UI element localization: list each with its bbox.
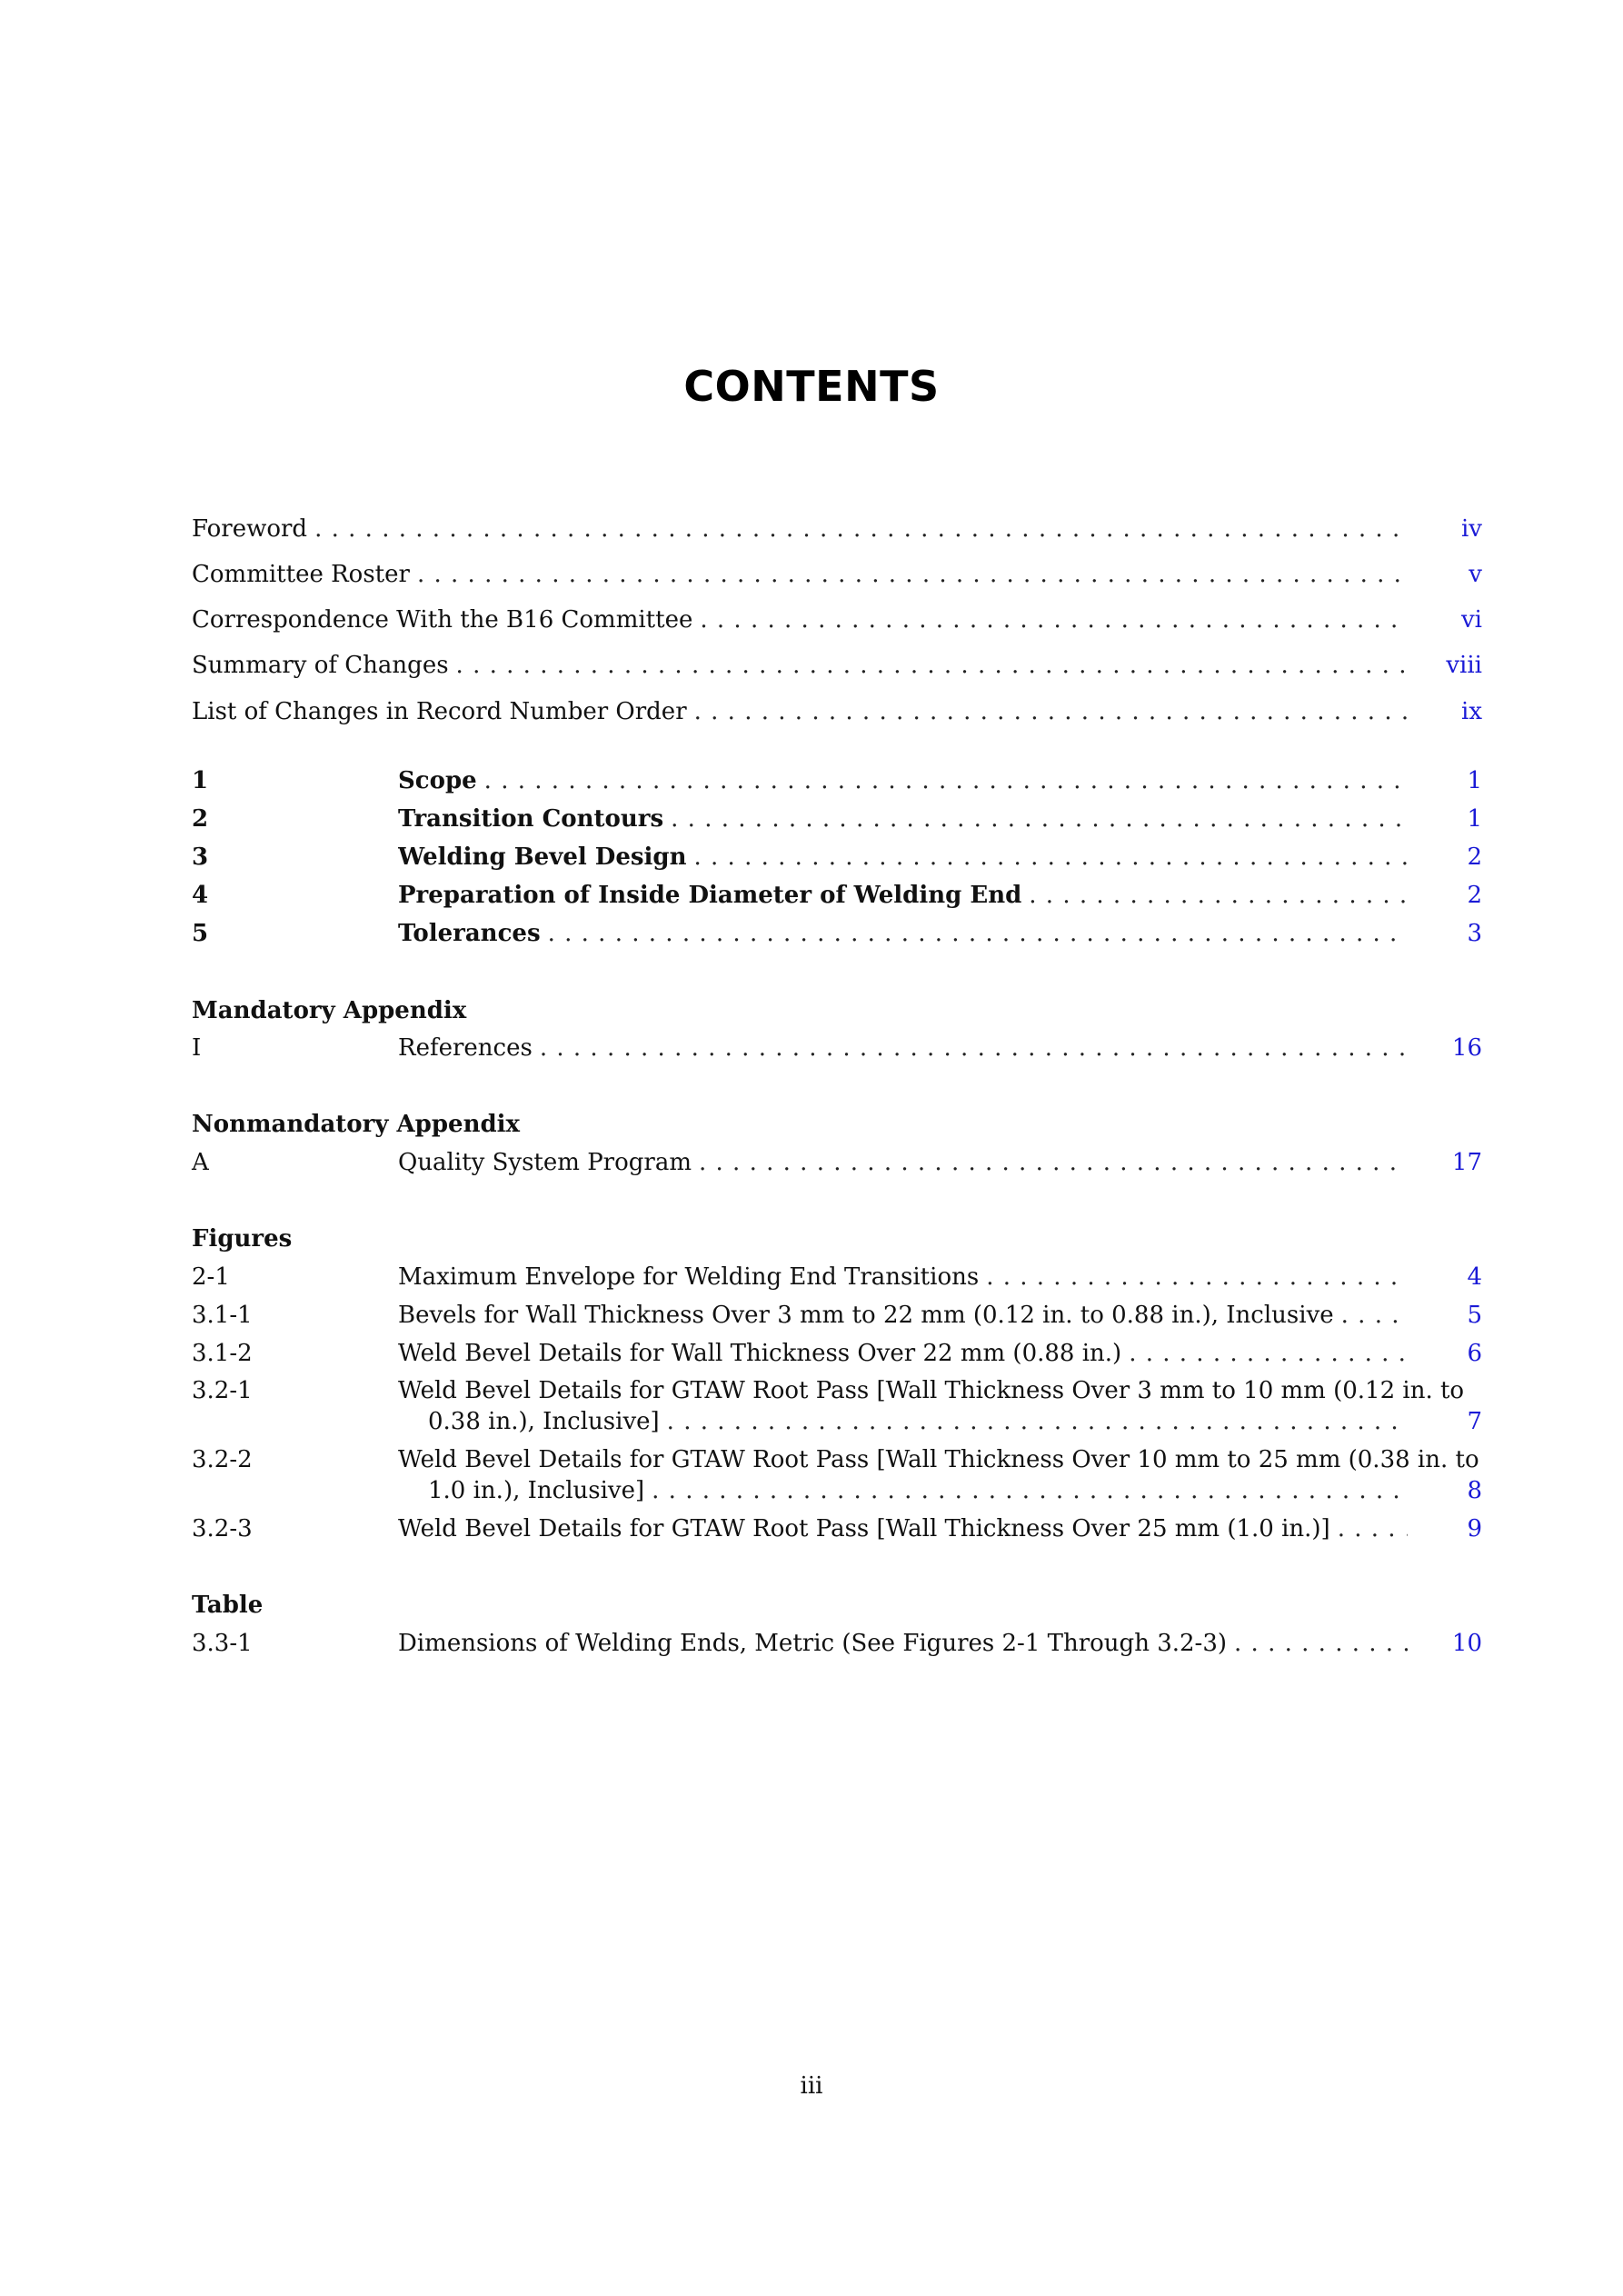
leader-dots [307, 514, 1408, 544]
toc-entry-title: Preparation of Inside Diameter of Welding End [398, 882, 1022, 909]
toc-entry-committee-roster[interactable] [192, 559, 1482, 590]
toc-entry-title: Foreword [192, 515, 308, 543]
toc-page-link[interactable]: 10 [1451, 1630, 1482, 1657]
leader-dots [1227, 1628, 1408, 1659]
leader-dots [1330, 1513, 1408, 1544]
figure-number: 3.1-2 [192, 1340, 253, 1367]
toc-page-link[interactable]: 3 [1467, 920, 1482, 947]
section-number: 2 [192, 805, 209, 833]
toc-entry-title: Correspondence With the B16 Committee [192, 606, 693, 634]
toc-entry-summary-of-changes[interactable] [192, 650, 1482, 681]
toc-entry-title: Weld Bevel Details for Wall Thickness Over 22 mm (0.88 in.) [398, 1340, 1122, 1367]
leader-dots [410, 559, 1408, 590]
figure-number: 3.2-3 [192, 1515, 253, 1542]
toc-figure-3-1-1[interactable] [192, 1300, 1482, 1331]
toc-entry-title-continued: 1.0 in.), Inclusive] [428, 1477, 645, 1504]
toc-figure-3-2-3[interactable] [192, 1513, 1482, 1544]
toc-page-link[interactable]: 4 [1467, 1263, 1482, 1291]
toc-section-1[interactable] [192, 765, 1482, 796]
table-number: 3.3-1 [192, 1630, 253, 1657]
leader-dots [660, 1406, 1408, 1437]
appendix-number: A [192, 1149, 209, 1176]
toc-page-link[interactable]: viii [1446, 652, 1482, 679]
leader-dots [533, 1033, 1408, 1063]
section-number: 3 [192, 844, 209, 871]
leader-dots [687, 696, 1408, 727]
tables-heading: Table [192, 1592, 264, 1619]
toc-entry-title: Weld Bevel Details for GTAW Root Pass [Wall Thickness Over 25 mm (1.0 in.)] [398, 1515, 1330, 1542]
leader-dots [541, 918, 1408, 949]
leader-dots [477, 765, 1408, 796]
toc-entry-title: Weld Bevel Details for GTAW Root Pass [Wall Thickness Over 10 mm to 25 mm (0.38 in. to [398, 1446, 1479, 1473]
toc-entry-foreword[interactable] [192, 514, 1482, 544]
mandatory-appendix-heading: Mandatory Appendix [192, 997, 467, 1024]
toc-section-4[interactable] [192, 880, 1482, 911]
toc-page-link[interactable]: 16 [1451, 1034, 1482, 1062]
figure-number: 3.1-1 [192, 1302, 253, 1329]
toc-entry-title-continued: 0.38 in.), Inclusive] [428, 1408, 660, 1435]
toc-figure-3-1-2[interactable] [192, 1338, 1482, 1369]
toc-page-link[interactable]: 5 [1467, 1302, 1482, 1329]
toc-page-link[interactable]: 2 [1467, 844, 1482, 871]
toc-page-link[interactable]: vi [1460, 606, 1482, 634]
section-number: 4 [192, 882, 209, 909]
figures-heading: Figures [192, 1225, 293, 1253]
leader-dots [1334, 1300, 1408, 1331]
section-number: 1 [192, 767, 209, 794]
toc-section-3[interactable] [192, 842, 1482, 873]
toc-entry-title: Committee Roster [192, 561, 410, 588]
toc-page-link[interactable]: 7 [1467, 1408, 1482, 1435]
toc-page-link[interactable]: ix [1461, 698, 1482, 725]
toc-page-link[interactable]: 9 [1467, 1515, 1482, 1542]
toc-entry-title: Tolerances [398, 920, 541, 947]
toc-entry-title: Quality System Program [398, 1149, 692, 1176]
figure-number: 3.2-1 [192, 1377, 253, 1404]
toc-entry-title: List of Changes in Record Number Order [192, 698, 687, 725]
toc-entry-title: Weld Bevel Details for GTAW Root Pass [Wall Thickness Over 3 mm to 10 mm (0.12 in. to [398, 1377, 1465, 1404]
toc-entry-title: Maximum Envelope for Welding End Transitions [398, 1263, 980, 1291]
leader-dots [449, 650, 1408, 681]
toc-table-3-3-1[interactable] [192, 1628, 1482, 1659]
leader-dots [692, 1147, 1408, 1178]
appendix-number: I [192, 1034, 202, 1062]
leader-dots [686, 842, 1408, 873]
leader-dots [644, 1475, 1408, 1506]
leader-dots [1021, 880, 1408, 911]
leader-dots [979, 1262, 1408, 1293]
toc-page-link[interactable]: 1 [1467, 767, 1482, 794]
nonmandatory-appendix-heading: Nonmandatory Appendix [192, 1111, 521, 1138]
toc-appendix-i[interactable] [192, 1033, 1482, 1063]
figure-number: 3.2-2 [192, 1446, 253, 1473]
section-number: 5 [192, 920, 209, 947]
toc-section-5[interactable] [192, 918, 1482, 949]
toc-page-link[interactable]: v [1469, 561, 1482, 588]
page-number: iii [800, 2072, 823, 2100]
leader-dots [1121, 1338, 1408, 1369]
toc-figure-3-2-1[interactable] [192, 1375, 1482, 1437]
leader-dots [663, 804, 1408, 834]
toc-entry-title: References [398, 1034, 533, 1062]
toc-page-link[interactable]: 17 [1451, 1149, 1482, 1176]
toc-entry-title: Welding Bevel Design [398, 844, 687, 871]
toc-figure-2-1[interactable] [192, 1262, 1482, 1293]
toc-entry-title: Dimensions of Welding Ends, Metric (See Figures 2-1 Through 3.2-3) [398, 1630, 1228, 1657]
toc-page-link[interactable]: iv [1460, 515, 1482, 543]
toc-page-link[interactable]: 1 [1467, 805, 1482, 833]
toc-appendix-a[interactable] [192, 1147, 1482, 1178]
figure-number: 2-1 [192, 1263, 230, 1291]
page-title: CONTENTS [683, 362, 940, 411]
toc-entry-correspondence[interactable] [192, 604, 1482, 635]
toc-entry-title: Scope [398, 767, 477, 794]
toc-section-2[interactable] [192, 804, 1482, 834]
toc-entry-title: Bevels for Wall Thickness Over 3 mm to 22 mm (0.12 in. to 0.88 in.), Inclusive [398, 1302, 1334, 1329]
toc-page-link[interactable]: 6 [1467, 1340, 1482, 1367]
toc-page-link[interactable]: 8 [1467, 1477, 1482, 1504]
toc-figure-3-2-2[interactable] [192, 1444, 1482, 1506]
toc-page-link[interactable]: 2 [1467, 882, 1482, 909]
toc-entry-list-of-changes[interactable] [192, 696, 1482, 727]
toc-entry-title: Transition Contours [398, 805, 664, 833]
leader-dots [692, 604, 1408, 635]
toc-entry-title: Summary of Changes [192, 652, 449, 679]
